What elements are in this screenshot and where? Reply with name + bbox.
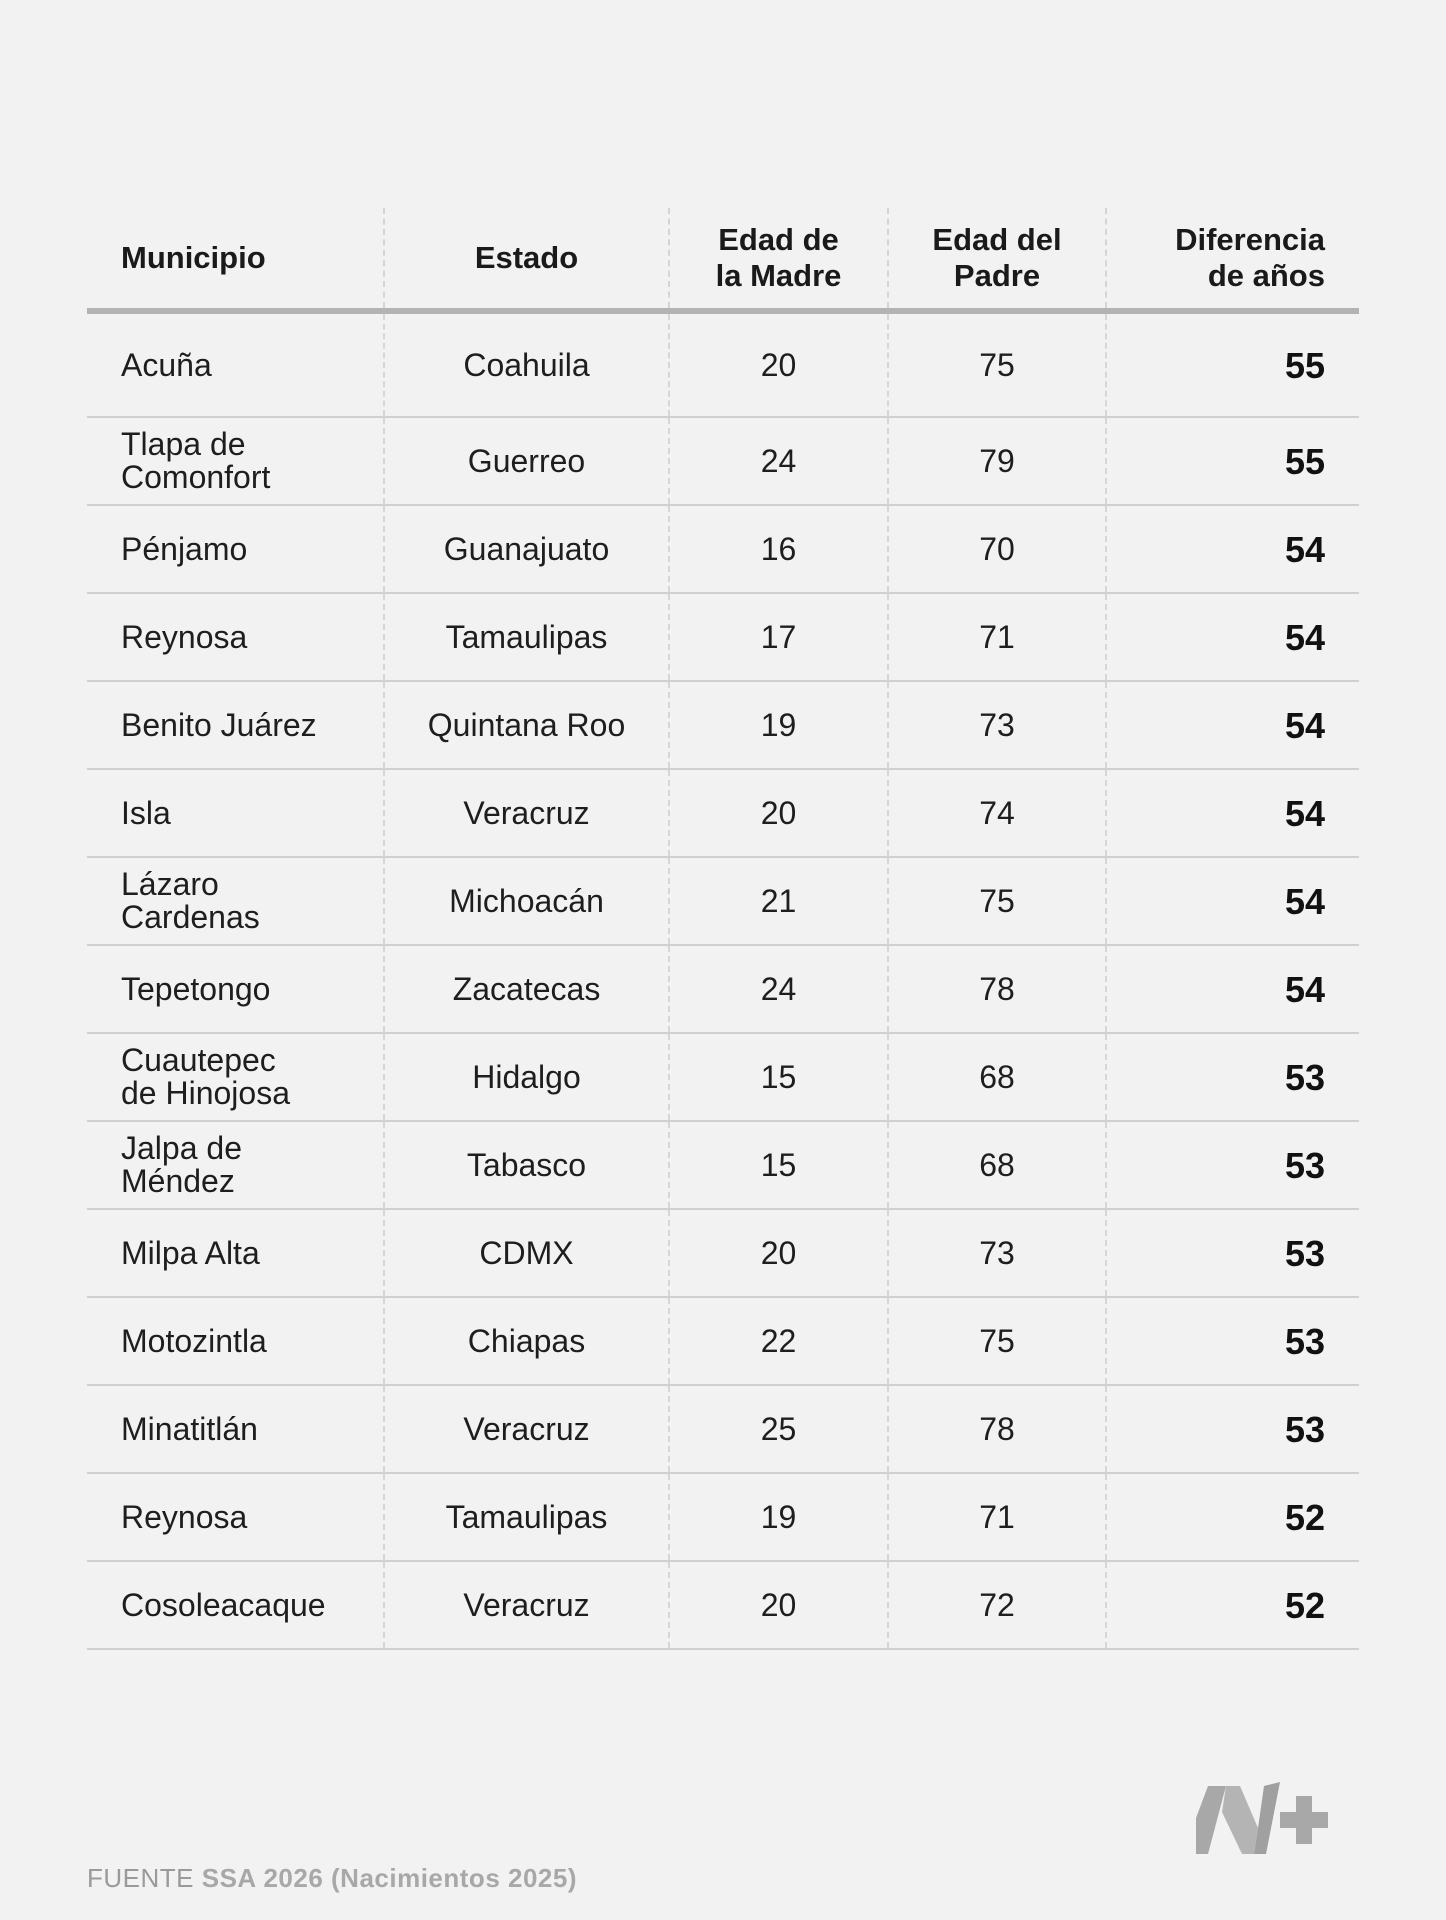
municipio-line1: Benito Juárez	[121, 706, 317, 743]
cell-estado: Hidalgo	[384, 1033, 669, 1121]
municipio-line2: Cardenas	[121, 899, 260, 935]
municipio-line1: Cosoleacaque	[121, 1586, 326, 1623]
cell-diferencia: 54	[1106, 857, 1359, 945]
cell-edad-madre: 21	[669, 857, 888, 945]
data-table-container	[87, 208, 1359, 1650]
table-row	[87, 417, 1359, 505]
cell-estado: Veracruz	[384, 1561, 669, 1649]
header-diferencia-line1: Diferencia	[1175, 222, 1325, 257]
cell-edad-padre: 78	[888, 1385, 1106, 1473]
cell-municipio	[87, 505, 384, 593]
table-row	[87, 1385, 1359, 1473]
municipio-line2: Comonfort	[121, 459, 271, 495]
cell-estado: Michoacán	[384, 857, 669, 945]
table-row	[87, 1033, 1359, 1121]
table-row	[87, 1297, 1359, 1385]
table-body	[87, 311, 1359, 1649]
cell-diferencia: 54	[1106, 769, 1359, 857]
n-plus-logo-icon	[1196, 1782, 1330, 1858]
cell-estado: Tamaulipas	[384, 1473, 669, 1561]
municipio-line1: Minatitlán	[121, 1410, 258, 1447]
cell-diferencia: 54	[1106, 681, 1359, 769]
header-edad-padre-line1: Edad del	[932, 222, 1062, 257]
cell-edad-padre: 68	[888, 1121, 1106, 1209]
cell-estado: Tamaulipas	[384, 593, 669, 681]
municipio-line2: Méndez	[121, 1163, 235, 1199]
header-row	[87, 208, 1359, 311]
cell-municipio	[87, 593, 384, 681]
table-row	[87, 593, 1359, 681]
municipio-line1: Reynosa	[121, 1498, 248, 1535]
header-estado: Estado	[384, 208, 669, 311]
header-edad-padre-line2: Padre	[953, 258, 1041, 293]
table-row	[87, 311, 1359, 417]
cell-diferencia: 54	[1106, 505, 1359, 593]
table-row	[87, 681, 1359, 769]
cell-diferencia: 53	[1106, 1209, 1359, 1297]
municipio-line1: Jalpa de	[121, 1130, 242, 1166]
cell-municipio	[87, 857, 384, 945]
municipio-line1: Acuña	[121, 346, 212, 383]
table-row	[87, 1121, 1359, 1209]
table-row	[87, 945, 1359, 1033]
cell-edad-padre: 75	[888, 1297, 1106, 1385]
table-row	[87, 769, 1359, 857]
source-label: FUENTE	[87, 1863, 194, 1893]
cell-municipio	[87, 681, 384, 769]
table-header	[87, 208, 1359, 311]
cell-diferencia: 54	[1106, 593, 1359, 681]
cell-municipio	[87, 1561, 384, 1649]
header-edad-madre	[669, 208, 888, 311]
age-difference-table	[87, 208, 1359, 1650]
cell-estado: CDMX	[384, 1209, 669, 1297]
cell-estado: Quintana Roo	[384, 681, 669, 769]
cell-municipio	[87, 1033, 384, 1121]
municipio-line1: Cuautepec	[121, 1042, 276, 1078]
header-edad-padre	[888, 208, 1106, 311]
cell-edad-padre: 73	[888, 1209, 1106, 1297]
cell-estado: Zacatecas	[384, 945, 669, 1033]
header-edad-madre-line1: Edad de	[718, 222, 839, 257]
cell-edad-madre: 15	[669, 1121, 888, 1209]
municipio-line1: Tepetongo	[121, 970, 271, 1007]
cell-estado: Coahuila	[384, 311, 669, 417]
cell-diferencia: 53	[1106, 1033, 1359, 1121]
cell-edad-padre: 78	[888, 945, 1106, 1033]
municipio-line1: Reynosa	[121, 618, 248, 655]
cell-edad-madre: 25	[669, 1385, 888, 1473]
cell-municipio	[87, 311, 384, 417]
cell-diferencia: 54	[1106, 945, 1359, 1033]
cell-municipio	[87, 1209, 384, 1297]
cell-edad-padre: 71	[888, 1473, 1106, 1561]
municipio-line1: Lázaro	[121, 866, 219, 902]
header-diferencia	[1106, 208, 1359, 311]
cell-edad-madre: 24	[669, 417, 888, 505]
cell-edad-padre: 75	[888, 857, 1106, 945]
cell-edad-madre: 20	[669, 769, 888, 857]
cell-edad-madre: 20	[669, 1561, 888, 1649]
cell-estado: Chiapas	[384, 1297, 669, 1385]
cell-edad-madre: 19	[669, 1473, 888, 1561]
municipio-line1: Tlapa de	[121, 426, 246, 462]
table-row	[87, 505, 1359, 593]
cell-diferencia: 55	[1106, 311, 1359, 417]
cell-edad-padre: 68	[888, 1033, 1106, 1121]
cell-edad-padre: 71	[888, 593, 1106, 681]
cell-estado: Veracruz	[384, 1385, 669, 1473]
municipio-line1: Motozintla	[121, 1322, 267, 1359]
table-row	[87, 1561, 1359, 1649]
cell-diferencia: 55	[1106, 417, 1359, 505]
cell-diferencia: 52	[1106, 1561, 1359, 1649]
source-value: SSA 2026 (Nacimientos 2025)	[201, 1863, 577, 1893]
cell-edad-madre: 20	[669, 311, 888, 417]
cell-edad-padre: 79	[888, 417, 1106, 505]
cell-edad-madre: 22	[669, 1297, 888, 1385]
header-edad-madre-line2: la Madre	[715, 258, 842, 293]
cell-diferencia: 53	[1106, 1121, 1359, 1209]
cell-edad-padre: 75	[888, 311, 1106, 417]
cell-edad-madre: 19	[669, 681, 888, 769]
header-municipio: Municipio	[87, 208, 384, 311]
cell-estado: Tabasco	[384, 1121, 669, 1209]
cell-diferencia: 52	[1106, 1473, 1359, 1561]
header-diferencia-line2: de años	[1207, 258, 1325, 293]
cell-diferencia: 53	[1106, 1385, 1359, 1473]
cell-diferencia: 53	[1106, 1297, 1359, 1385]
cell-edad-madre: 17	[669, 593, 888, 681]
cell-municipio	[87, 1473, 384, 1561]
cell-estado: Veracruz	[384, 769, 669, 857]
cell-edad-padre: 72	[888, 1561, 1106, 1649]
cell-municipio	[87, 1297, 384, 1385]
table-row	[87, 1209, 1359, 1297]
source-note	[87, 1863, 577, 1894]
cell-estado: Guanajuato	[384, 505, 669, 593]
municipio-line1: Isla	[121, 794, 171, 831]
cell-edad-madre: 24	[669, 945, 888, 1033]
cell-edad-padre: 74	[888, 769, 1106, 857]
cell-estado: Guerreo	[384, 417, 669, 505]
cell-edad-padre: 73	[888, 681, 1106, 769]
cell-municipio	[87, 769, 384, 857]
cell-edad-padre: 70	[888, 505, 1106, 593]
municipio-line1: Milpa Alta	[121, 1234, 260, 1271]
table-row	[87, 1473, 1359, 1561]
cell-municipio	[87, 417, 384, 505]
cell-municipio	[87, 945, 384, 1033]
municipio-line2: de Hinojosa	[121, 1075, 290, 1111]
cell-edad-madre: 20	[669, 1209, 888, 1297]
cell-municipio	[87, 1385, 384, 1473]
cell-municipio	[87, 1121, 384, 1209]
table-row	[87, 857, 1359, 945]
cell-edad-madre: 15	[669, 1033, 888, 1121]
cell-edad-madre: 16	[669, 505, 888, 593]
municipio-line1: Pénjamo	[121, 530, 248, 567]
